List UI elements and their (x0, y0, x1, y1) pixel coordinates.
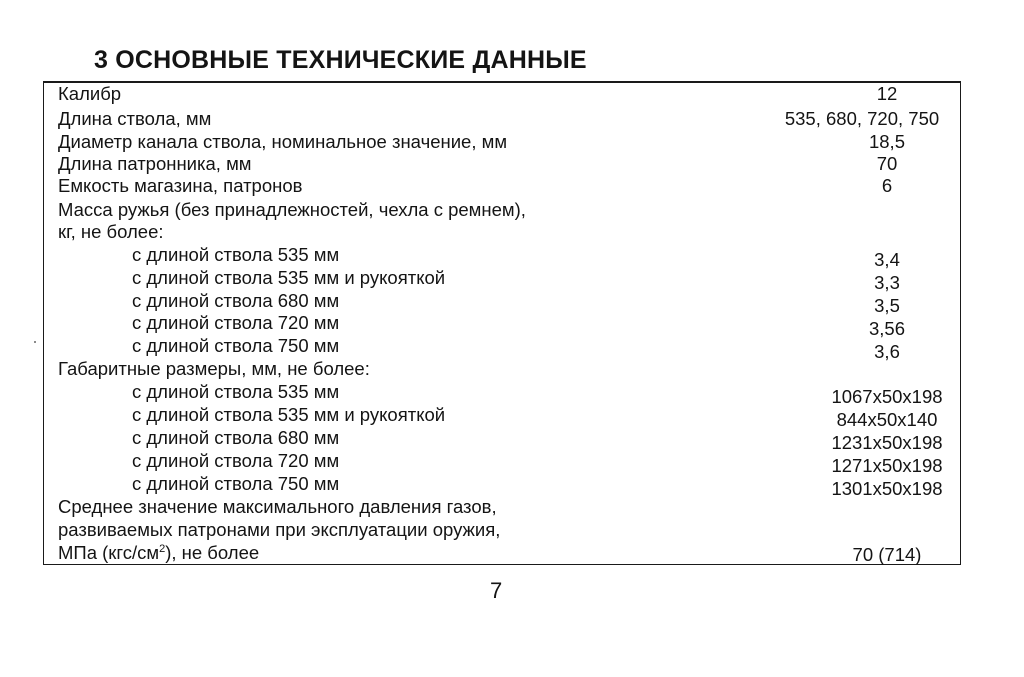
row-label: Калибр (58, 83, 122, 104)
row-value: 12 (876, 83, 898, 104)
row-value: 70 (714) (852, 544, 922, 565)
page-number: 7 (490, 578, 503, 603)
row-label: Длина патронника, мм (58, 153, 252, 174)
row-label: кг, не более: (58, 221, 164, 242)
row-label: с длиной ствола 535 мм и рукояткой (132, 404, 446, 425)
row-label: с длиной ствола 535 мм и рукояткой (132, 267, 446, 288)
table-row (44, 153, 960, 175)
row-label-tail: ), не более (165, 542, 260, 563)
table-row (44, 450, 960, 476)
row-label: с длиной ствола 680 мм (132, 427, 340, 448)
table-row (44, 542, 960, 564)
row-value: 1067x50x198 (831, 386, 943, 407)
row-value: 3,3 (874, 272, 900, 293)
row-label: Емкость магазина, патронов (58, 175, 303, 196)
table-row (44, 358, 960, 380)
table-row (44, 175, 960, 197)
row-label: Длина ствола, мм (58, 108, 212, 129)
table-row (44, 427, 960, 453)
table-row (44, 290, 960, 316)
row-value: 3,6 (874, 341, 900, 362)
row-label: Диаметр канала ствола, номинальное значение, мм (58, 131, 508, 152)
table-row (44, 83, 960, 105)
table-row (44, 221, 960, 243)
row-label: с длиной ствола 680 мм (132, 290, 340, 311)
table-row (44, 381, 960, 407)
specs-table (43, 81, 961, 565)
row-label: Габаритные размеры, мм, не более: (58, 358, 370, 379)
table-row (44, 473, 960, 499)
row-value: 6 (881, 175, 893, 196)
superscript: 2 (159, 542, 166, 555)
table-row (44, 404, 960, 430)
row-label: с длиной ствола 535 мм (132, 244, 340, 265)
row-value: 535, 680, 720, 750 (784, 108, 940, 129)
row-value: 18,5 (868, 131, 905, 152)
row-label: развиваемых патронами при эксплуатации оружия, (58, 519, 501, 540)
section-title: 3 ОСНОВНЫЕ ТЕХНИЧЕСКИЕ ДАННЫЕ (94, 46, 587, 74)
table-row (44, 108, 960, 130)
row-value: 3,56 (868, 318, 905, 339)
table-row (44, 335, 960, 362)
row-label (58, 542, 259, 564)
table-row (44, 131, 960, 153)
row-label: Масса ружья (без принадлежностей, чехла с ремнем), (58, 199, 526, 220)
row-value: 3,5 (874, 295, 900, 316)
row-value: 1231x50x198 (831, 432, 943, 453)
row-label: Среднее значение максимального давления газов, (58, 496, 497, 517)
row-label: с длиной ствола 750 мм (132, 473, 340, 494)
row-label: с длиной ствола 720 мм (132, 312, 340, 333)
table-row (44, 496, 960, 518)
table-row (44, 267, 960, 293)
table-row (44, 244, 960, 270)
table-row (44, 199, 960, 221)
row-label: с длиной ствола 535 мм (132, 381, 340, 402)
row-value: 1301x50x198 (831, 478, 943, 499)
row-label: с длиной ствола 750 мм (132, 335, 340, 356)
row-label-text: МПа (кгс/см (58, 542, 160, 563)
row-label: с длиной ствола 720 мм (132, 450, 340, 471)
table-row (44, 312, 960, 339)
row-value: 1271x50x198 (831, 455, 943, 476)
scan-speck (34, 341, 36, 343)
row-value: 70 (876, 153, 898, 174)
row-value: 3,4 (874, 249, 900, 270)
table-row (44, 519, 960, 541)
row-value: 844x50x140 (836, 409, 938, 430)
